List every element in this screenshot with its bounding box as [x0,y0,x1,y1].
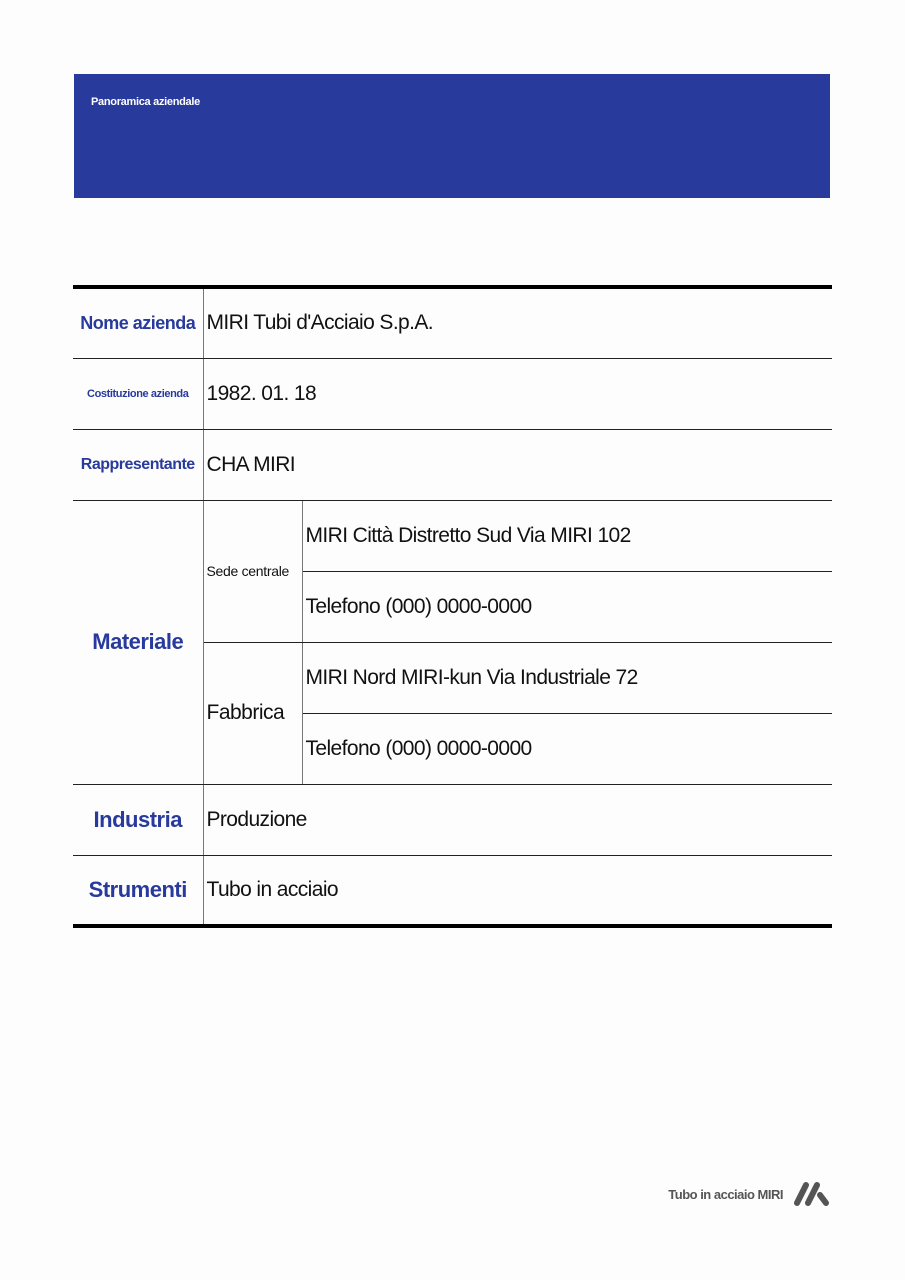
table-row-tools [73,855,832,926]
table-row-hq-address [73,500,832,571]
header-banner [74,74,830,198]
page-title: Panoramica aziendale [91,96,200,108]
label-factory: Fabbrica [203,642,302,784]
value-founded: 1982. 01. 18 [203,358,832,429]
value-representative: CHA MIRI [203,429,832,500]
label-material: Materiale [73,500,203,784]
label-tools: Strumenti [73,855,203,926]
value-tools: Tubo in acciaio [206,877,338,901]
label-company-name: Nome azienda [73,287,203,358]
label-founded: Costituzione azienda [73,358,203,429]
value-hq-address: MIRI Città Distretto Sud Via MIRI 102 [302,500,832,571]
label-representative: Rappresentante [73,429,203,500]
table-row-company-name [73,287,832,358]
value-hq-phone: Telefono (000) 0000-0000 [302,571,832,642]
value-factory-phone: Telefono (000) 0000-0000 [302,713,832,784]
label-industry: Industria [73,784,203,855]
footer-brand [668,1180,831,1208]
table-row-industry [73,784,832,855]
company-info-table [73,285,832,928]
miri-logo-icon [793,1181,831,1207]
value-factory-address: MIRI Nord MIRI-kun Via Industriale 72 [302,642,832,713]
table-row-founded [73,358,832,429]
value-company-name: MIRI Tubi d'Acciaio S.p.A. [203,287,832,358]
footer-brand-text: Tubo in acciaio MIRI [668,1186,783,1202]
value-industry: Produzione [203,784,832,855]
table-row-representative [73,429,832,500]
label-headquarters: Sede centrale [203,500,302,642]
